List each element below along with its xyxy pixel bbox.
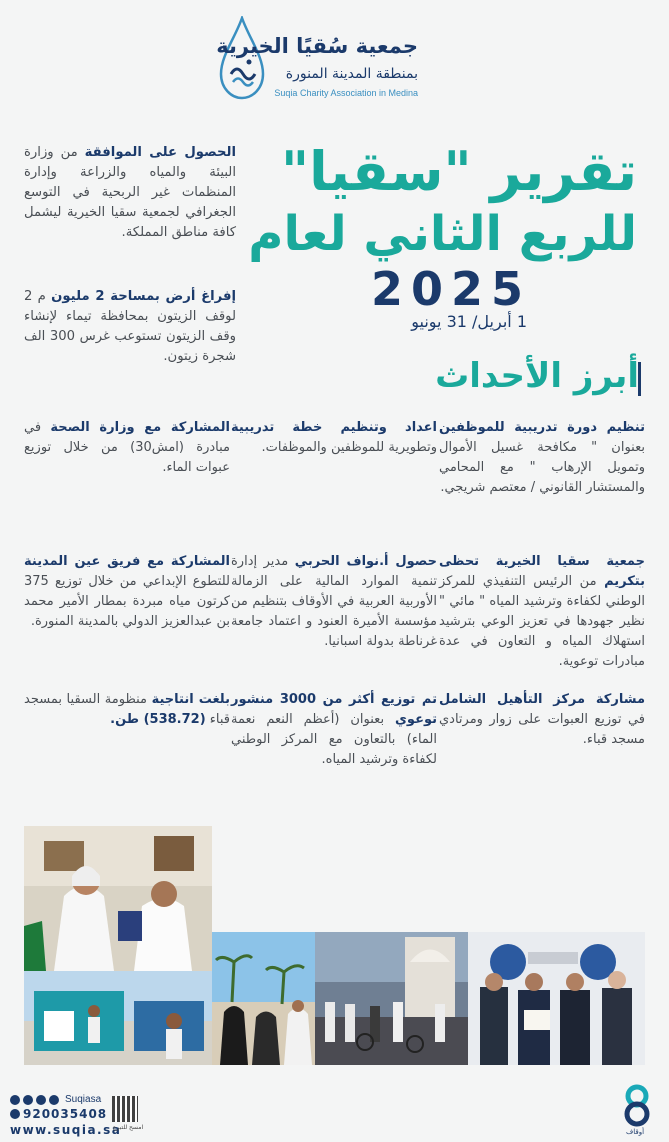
photo-fellowship-award (468, 932, 645, 1065)
event-item-title: جمعية سقيا الخيرية تحظى بتكريم (439, 554, 645, 589)
event-item-text: من الرئيس التنفيذي للمركز الوطني لكفاءة وترشيد المياه " مائي " نظير جهودها في تعزيز الوعي بترشيد استهلاك المياه و التعاون في عدة مبادرات توعوية. (439, 574, 645, 669)
events-heading: أبرز الأحداث (435, 356, 639, 396)
x-twitter-icon[interactable] (10, 1095, 20, 1105)
website-link[interactable]: www.suqia.sa (10, 1123, 122, 1137)
event-item (231, 552, 437, 652)
photo-quba-mosque (315, 932, 468, 1065)
snapchat-icon[interactable] (36, 1095, 46, 1105)
report-title-line1: تقرير "سقيا" (281, 140, 637, 203)
photo-walkathon (212, 932, 315, 1065)
event-item (24, 690, 230, 730)
social-handle: Suqiasa (65, 1094, 102, 1105)
event-item (231, 418, 437, 458)
event-item-title: تنظيم دورة تدريبية للموظفين (439, 420, 645, 435)
event-item-title: المشاركة مع فريق عين المدينة (24, 554, 230, 569)
photo-airport-booth (24, 971, 212, 1065)
water-drop-logo-icon (219, 16, 265, 100)
intro-item (24, 287, 236, 367)
report-title (248, 140, 637, 264)
intro-item-text: م 2 لوقف الزيتون بمحافظة تيماء لإنشاء وقف الزيتون تستوعب غرس 300 الف شجرة زيتون. (24, 289, 236, 364)
youtube-icon[interactable] (49, 1095, 59, 1105)
event-item-text: مدير إدارة تنمية الموارد المالية على الزمالة الأوربية العربية في الأوقاف بتنظيم من مؤسسة الأميرة العنود و اعتماد جامعة غرناطة بدولة اسبانيا. (231, 554, 437, 649)
report-title-line2: للربع الثاني لعام (248, 206, 637, 262)
intro-item (24, 143, 236, 243)
instagram-icon[interactable] (23, 1095, 33, 1105)
event-item (439, 690, 645, 750)
photo-ceremony (24, 826, 212, 971)
intro-item-title: إفراغ أرض بمساحة 2 مليون (51, 289, 236, 304)
event-item-title: المشاركة مع وزارة الصحة (50, 420, 230, 435)
event-item-text: بعنوان (أعظم النعم نعمة الماء) بالتعاون مع المركز الوطني لكفاءة وترشيد المياه. (231, 712, 437, 767)
contact-footer (10, 1094, 210, 1138)
social-links (10, 1094, 101, 1105)
event-item-text: منظومة السقيا بمسجد قباء (24, 692, 230, 727)
report-year: 2025 (370, 262, 531, 316)
event-item-text: للتطوع الإبداعي من خلال توزيع 375 كرتون مياه مبردة بمطار الأمير محمد بن عبدالعزيز الدولي بالمدينة المنورة. (24, 574, 230, 629)
event-item-title: تم توزيع أكثر من 3000 منشور توعوي (231, 692, 437, 727)
association-region-ar: بمنطقة المدينة المنورة (285, 66, 418, 82)
phone-icon (10, 1109, 20, 1119)
qr-code-icon (112, 1096, 138, 1122)
event-item-text: بعنوان " مكافحة غسيل الأموال وتمويل الإرهاب " مع المحامي والمستشار القانوني / معتصم شريجي. (439, 440, 645, 495)
report-date-range: 1 أبريل/ 31 يونيو (411, 312, 527, 331)
event-item-figure: (538.72) طن. (110, 712, 206, 727)
event-item-title: بلغت انتاجية (151, 692, 230, 707)
event-item-text: في توزيع العبوات على زوار ومرتادي مسجد قباء. (439, 712, 645, 747)
event-item (24, 418, 230, 478)
event-item (231, 690, 437, 770)
awqaf-logo-icon (615, 1082, 655, 1136)
event-item (24, 552, 230, 632)
event-item (439, 552, 645, 672)
event-item-text: وتطويرية للموظفين والموظفات. (261, 440, 437, 455)
phone-number-text: 920035408 (23, 1107, 108, 1121)
qr-label: امسح للتبرع (112, 1124, 144, 1131)
awqaf-label: أوقاف (625, 1128, 645, 1136)
association-name-en: Suqia Charity Association in Medina (274, 88, 418, 98)
event-item-title: مشاركة مركز التأهيل الشامل (439, 692, 645, 707)
event-item-title: حصول أ.نواف الحربي (294, 554, 437, 569)
event-item-title: اعداد وتنظيم خطة تدريبية (231, 420, 437, 435)
association-name-ar: جمعية سُقيًا الخيرية (216, 34, 418, 58)
intro-item-title: الحصول على الموافقة (84, 145, 236, 160)
association-logo (216, 14, 470, 104)
phone-number (10, 1107, 107, 1121)
event-item-text: في مبادرة (امش30) من خلال توزيع عبوات الماء. (24, 420, 231, 475)
intro-item-text: من وزارة البيئة والمياه والزراعة وإدارة المنظمات غير الربحية في التوسع الجغرافي لجمعية سقيا الخيرية ليشمل كافة مناطق المملكة. (24, 145, 236, 240)
event-item (439, 418, 645, 498)
